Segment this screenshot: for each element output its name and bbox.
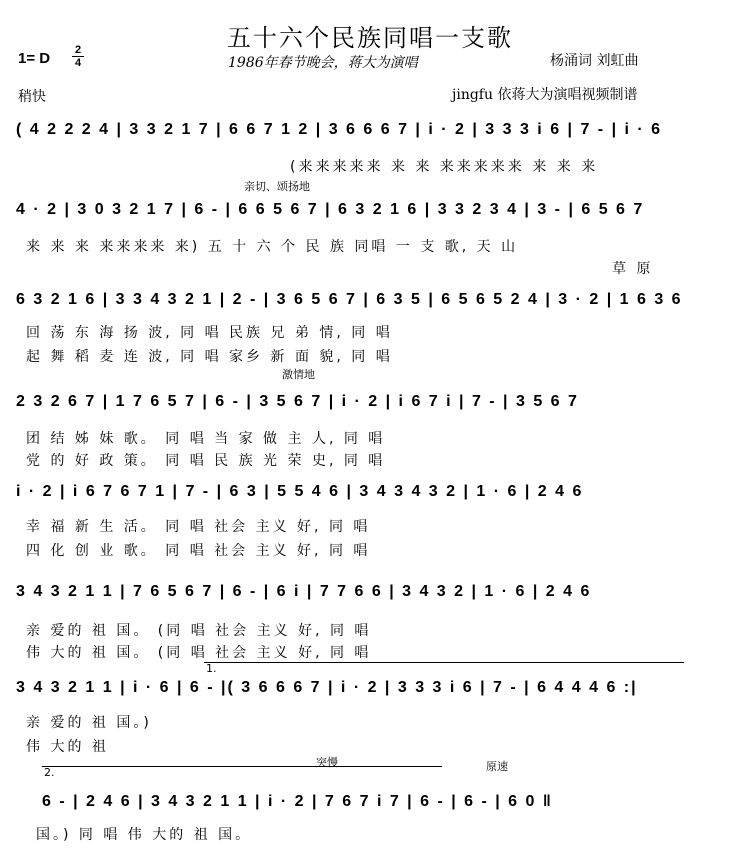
lyric-line-2: 起 舞 稻 麦 连 波, 同 唱 家乡 新 面 貌, 同 唱 bbox=[26, 349, 393, 365]
notes-line: 6 - | 2 4 6 | 3 4 3 2 1 1 | i · 2 | 7 6 7 i 7 | 6 - | 6 - | 6 0 ‖ bbox=[42, 793, 553, 810]
time-signature bbox=[72, 44, 84, 69]
notes-line: 6 3 2 1 6 | 3 3 4 3 2 1 | 2 - | 3 6 5 6 7 | 6 3 5 | 6 5 6 5 2 4 | 3 · 2 | 1 6 3 6 bbox=[16, 291, 683, 308]
lyric-line-1: 幸 福 新 生 活。 同 唱 社会 主义 好, 同 唱 bbox=[26, 519, 371, 535]
first-ending-label: 1. bbox=[206, 662, 217, 675]
first-ending-bracket bbox=[204, 662, 684, 663]
notes-line: 3 4 3 2 1 1 | 7 6 5 6 7 | 6 - | 6 i | 7 7 6 6 | 3 4 3 2 | 1 · 6 | 2 4 6 bbox=[16, 583, 592, 600]
lyric-line-1: 团 结 姊 妹 歌。 同 唱 当 家 做 主 人, 同 唱 bbox=[26, 431, 386, 447]
time-top: 2 bbox=[74, 44, 82, 56]
tempo-marking: 稍快 bbox=[18, 89, 46, 105]
lyric-line-2: 伟 大的 祖 bbox=[26, 739, 109, 755]
expression-marking: 亲切、颂扬地 bbox=[244, 180, 310, 193]
lyric-line-1: (来来来来来 来 来 来来来来来 来 来 来 bbox=[290, 159, 599, 175]
time-bottom: 4 bbox=[72, 56, 84, 69]
subtitle: 1986年春节晚会，蒋大为演唱 bbox=[228, 55, 418, 71]
notes-line: ( 4 2 2 2 4 | 3 3 2 1 7 | 6 6 7 1 2 | 3 6 6 6 7 | i · 2 | 3 3 3 i 6 | 7 - | i · 6 bbox=[16, 121, 663, 138]
song-title: 五十六个民族同唱一支歌 bbox=[227, 24, 513, 52]
notes-line: 2 3 2 6 7 | 1 7 6 5 7 | 6 - | 3 5 6 7 | i · 2 | i 6 7 i | 7 - | 3 5 6 7 bbox=[16, 393, 579, 410]
transcription-credit: jingfu 依蒋大为演唱视频制谱 bbox=[452, 87, 638, 103]
authors: 杨涌词 刘虹曲 bbox=[550, 53, 639, 69]
notes-line: 4 · 2 | 3 0 3 2 1 7 | 6 - | 6 6 5 6 7 | 6 3 2 1 6 | 3 3 2 3 4 | 3 - | 6 5 6 7 bbox=[16, 201, 645, 218]
second-ending-label: 2. bbox=[44, 766, 55, 779]
key-signature: 1= D bbox=[18, 50, 51, 67]
expression-marking: 激情地 bbox=[282, 368, 315, 381]
lyric-line-2: 党 的 好 政 策。 同 唱 民 族 光 荣 史, 同 唱 bbox=[26, 453, 386, 469]
lyric-line-1: 来 来 来 来来来来 来) 五 十 六 个 民 族 同唱 一 支 歌, 天 山 bbox=[26, 239, 519, 255]
lyric-line-1: 回 荡 东 海 扬 波, 同 唱 民族 兄 弟 情, 同 唱 bbox=[26, 325, 393, 341]
lyric-line-1: 国。) 同 唱 伟 大的 祖 国。 bbox=[36, 827, 253, 843]
lyric-line-1: 亲 爱的 祖 国。) bbox=[26, 715, 152, 731]
notes-line: 3 4 3 2 1 1 | i · 6 | 6 - |( 3 6 6 6 7 | i · 2 | 3 3 3 i 6 | 7 - | 6 4 4 4 6 :| bbox=[16, 679, 638, 696]
notes-line: i · 2 | i 6 7 6 7 1 | 7 - | 6 3 | 5 5 4 6 | 3 4 3 4 3 2 | 1 · 6 | 2 4 6 bbox=[16, 483, 584, 500]
expression-marking: 突慢 bbox=[316, 756, 338, 769]
lyric-line-2: 四 化 创 业 歌。 同 唱 社会 主义 好, 同 唱 bbox=[26, 543, 371, 559]
lyric-line-1: 亲 爱的 祖 国。 (同 唱 社会 主义 好, 同 唱 bbox=[26, 623, 372, 639]
tempo-return-marking: 原速 bbox=[486, 760, 508, 773]
second-ending-bracket bbox=[42, 766, 442, 767]
lyric-line-2: 草 原 bbox=[612, 261, 654, 277]
lyric-line-2: 伟 大的 祖 国。 (同 唱 社会 主义 好, 同 唱 bbox=[26, 645, 372, 661]
